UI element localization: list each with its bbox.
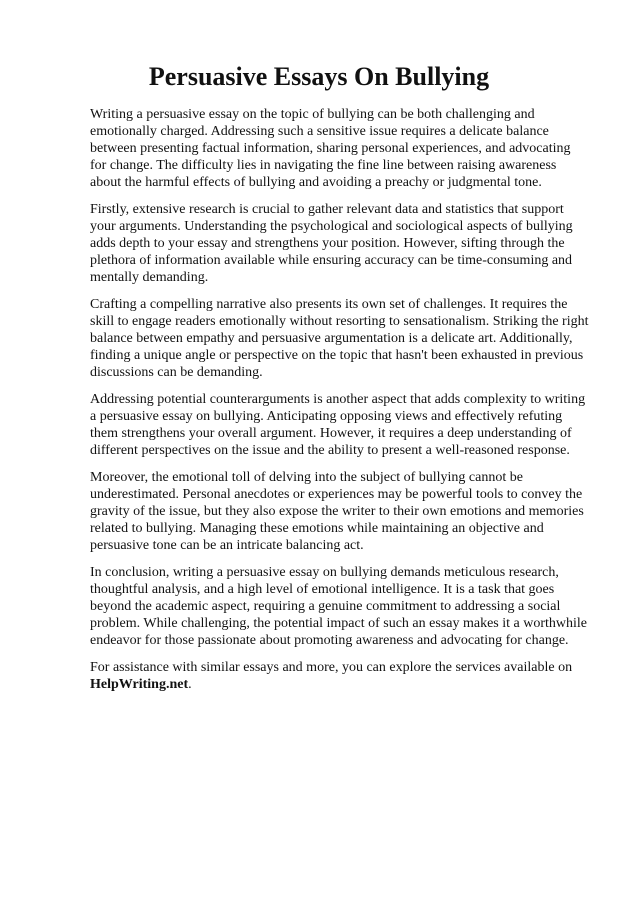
paragraph-narrative: Crafting a compelling narrative also presents its own set of challenges. It requires the skill to engage readers emotionally without resorting to sensationalism. Striking the right balance between empathy and persuasive argumentation is a delicate art. Additionally, finding a unique angle or perspective on the topic that hasn't been exhausted in previous discussions can be demanding. bbox=[90, 297, 589, 380]
paragraph-closing bbox=[90, 659, 590, 693]
paragraph-conclusion: In conclusion, writing a persuasive essay on bullying demands meticulous research, thoughtful analysis, and a high level of emotional intelligence. It is a task that goes beyond the academic aspect, requiring a genuine commitment to addressing a social problem. While challenging, the potential impact of such an essay makes it a worthwhile endeavor for those passionate about promoting awareness and advocating for change. bbox=[90, 565, 587, 648]
helpwriting-link[interactable]: HelpWriting.net bbox=[90, 677, 189, 692]
paragraph-counterarguments: Addressing potential counterarguments is another aspect that adds complexity to writing a persuasive essay on bullying. Anticipating opposing views and effectively refuting them strengthens your overall argument. However, it requires a deep understanding of different perspectives on the issue and the ability to present a well-reasoned response. bbox=[90, 392, 586, 458]
paragraph-intro: Writing a persuasive essay on the topic of bullying can be both challenging and emotionally charged. Addressing such a sensitive issue requires a delicate balance between presenting factual information, sharing personal experiences, and advocating for change. The difficulty lies in navigating the fine line between raising awareness about the harmful effects of bullying and avoiding a preachy or judgmental tone. bbox=[90, 107, 571, 190]
paragraph-research: Firstly, extensive research is crucial to gather relevant data and statistics that support your arguments. Understanding the psychological and sociological aspects of bullying adds depth to your essay and strengthens your position. However, sifting through the plethora of information available while ensuring accuracy can be time-consuming and mentally demanding. bbox=[90, 202, 573, 285]
closing-punctuation: . bbox=[188, 677, 192, 692]
paragraph-emotional-toll: Moreover, the emotional toll of delving into the subject of bullying cannot be underestimated. Personal anecdotes or experiences may be powerful tools to convey the gravity of the issue, but they also expose the writer to their own emotions and memories related to bullying. Managing these emotions while maintaining an objective and persuasive tone can be an intricate balancing act. bbox=[90, 470, 584, 553]
closing-text: For assistance with similar essays and more, you can explore the services available on bbox=[90, 660, 573, 675]
page-title: Persuasive Essays On Bullying bbox=[148, 62, 490, 91]
document-body bbox=[90, 106, 590, 703]
